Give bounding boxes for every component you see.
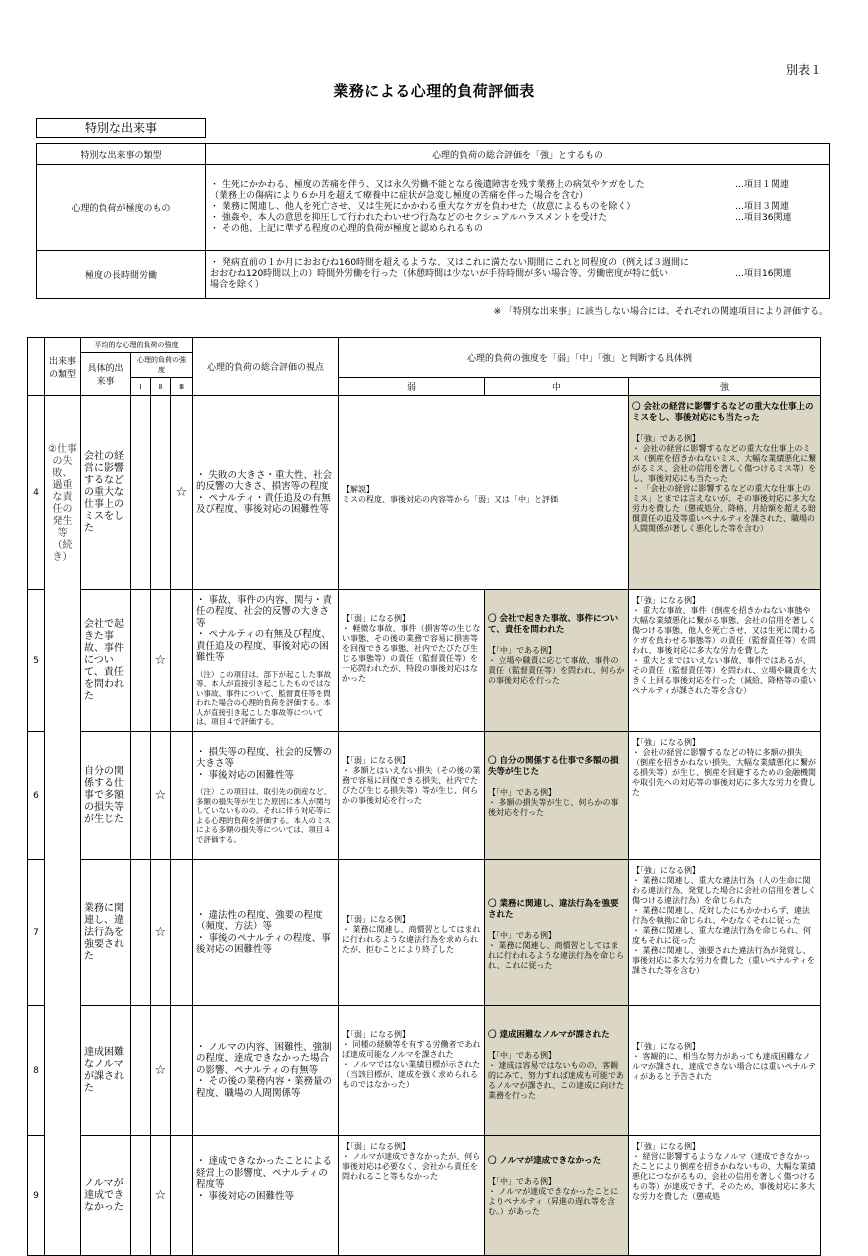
level-3-cell: [171, 1136, 193, 1256]
medium-cell: [485, 860, 629, 1006]
bullet-ref: [735, 258, 825, 269]
strength-star: ☆: [151, 1136, 171, 1256]
viewpoint-cell: [193, 1136, 339, 1256]
weak-examples: 【「弱」になる例】 ・ ノルマが達成できなかったが、何ら事後対応は必要なく、会社から責任を問われること等もなかった: [342, 1142, 481, 1181]
level-1-cell: [131, 396, 151, 590]
viewpoint-text: ・ ノルマの内容、困難性、強制の程度、達成できなかった場合の影響、ペナルティの有無等 ・ その後の業務内容・業務量の程度、職場の人間関係等: [196, 1041, 333, 1099]
strong-examples: 【「強」になる例】 ・ 会社の経営に影響するなどの特に多額の損失（倒産を招きかねない損失、大幅な業績悪化に繋がる損失等）が生じ、倒産を回避するための金融機関や取引先への対応等の事後対応に多大な労力を費した: [632, 738, 816, 797]
strong-cell: [629, 1136, 821, 1256]
special-type-longhours: 極度の長時間労働: [37, 251, 206, 299]
special-type-extreme: 心理的負荷が極度のもの: [37, 165, 206, 251]
header-strength: 心理的負荷の強度: [131, 353, 193, 378]
header-strong: 強: [629, 378, 821, 396]
strength-star: ☆: [151, 590, 171, 732]
header-average-strength: 平均的な心理的負荷の強度: [81, 338, 193, 353]
viewpoint-text: ・ 達成できなかったことによる経営上の影響度、ペナルティの程度等 ・ 事後対応の困難性等: [196, 1156, 333, 1202]
weak-examples: 【「弱」になる例】 ・ 軽微な事故、事件（損害等の生じない事態、その後の業務で容易に損害等を回復できる事態、社内でたびたび生じる事態等）の責任（監督責任等）を一応問われたが、特段の事後対応はなかった: [342, 614, 481, 683]
medium-heading: 〇 自分の関係する仕事で多額の損失等が生じた: [488, 756, 619, 777]
viewpoint-text: ・ 失敗の大きさ・重大性、社会的反響の大きさ、損害等の程度 ・ ペナルティ・責任追及の有無及び程度、事後対応の困難性等: [196, 469, 333, 515]
header-level-3: Ⅲ: [171, 378, 193, 396]
special-events-table: [36, 143, 830, 299]
medium-examples: 【「中」である例】 ・ 業務に関連し、商慣習としてはまれに行われるような違法行為を命じられ、これに従った: [488, 930, 624, 970]
col-special-type: 特別な出来事の類型: [37, 144, 206, 165]
bullet-text: ・ 発病直前の１か月におおむね160時間を超えるような、又はこれに満たない期間にこれと同程度の（例えば３週間に: [210, 258, 690, 268]
medium-cell: [485, 1136, 629, 1256]
bullet-ref: [735, 191, 825, 202]
row-number: 6: [28, 732, 45, 860]
medium-cell: [485, 590, 629, 732]
bullet-text: 場合を除く）: [210, 280, 265, 290]
special-longhours-bullets: [206, 251, 830, 299]
specific-event: 業務に関連し、違法行為を強要された: [81, 860, 131, 1006]
weak-examples: 【「弱」になる例】 ・ 多額とはいえない損失（その後の業務で容易に回復できる損失、社内でたびたび生じる損失等）等が生じ、何らかの事後対応を行った: [342, 756, 481, 805]
level-1-cell: [131, 590, 151, 732]
strength-star: ☆: [151, 732, 171, 860]
weak-cell: [339, 1006, 485, 1136]
strong-heading: 〇 会社の経営に影響するなどの重大な仕事上のミスをし、事後対応にも当たった: [632, 402, 814, 423]
strong-examples: 【「強」になる例】 ・ 業務に関連し、重大な違法行為（人の生命に関わる違法行為、発覚した場合に会社の信用を著しく傷つける違法行為）を命じられた ・ 業務に関連し、反対したにもかかわらず、違法行為を執拗に命じられ、やむなくそれに従った ・ 業務に関連し、重大な違法行為を命じられ、何度もそれに従った ・ 業務に関連し、強要された違法行為が発覚し、事後対応に多大な労力を費した（重いペナルティを課された等を含む）: [632, 866, 816, 975]
weak-examples: 【「弱」になる例】 ・ 同種の経験等を有する労働者であれば達成可能なノルマを課された ・ ノルマではない業績目標が示された（当該目標が、達成を強く求められるものではなかった）: [342, 1030, 481, 1089]
medium-examples: 【「中」である例】 ・ 達成は容易ではないものの、客観的にみて、努力すれば達成も可能であるノルマが課され、この達成に向けた業務を行った: [488, 1051, 625, 1100]
header-medium: 中: [485, 378, 629, 396]
level-1-cell: [131, 732, 151, 860]
bullet-ref: [735, 224, 825, 235]
header-examples: 心理的負荷の強度を「弱」「中」「強」と判断する具体例: [339, 338, 821, 378]
special-extreme-bullets: [206, 165, 830, 251]
strong-cell: [629, 396, 821, 590]
viewpoint-note: （注）この項目は、取引先の倒産など、多額の損失等が生じた原因に本人が関与していないものの、それに伴う対応等による心理的負荷を評価する。本人のミスによる多額の損失等については、項目４で評価する。: [196, 787, 331, 844]
header-level-2: Ⅱ: [151, 378, 171, 396]
header-viewpoint: 心理的負荷の総合評価の視点: [193, 338, 339, 396]
bullet-ref: …項目16関連: [735, 269, 792, 279]
bullet-text: ・ 強姦や、本人の意思を抑圧して行われたわいせつ行為などのセクシュアルハラスメントを受けた: [210, 213, 608, 223]
strong-examples: 【「強」になる例】 ・ 重大な事故、事件（倒産を招きかねない事態や大幅な業績悪化に繋がる事態、会社の信用を著しく傷つける事態、他人を死亡させ、又は生死に関わるケガを負わせる事態等）の責任（監督責任等）を問われ、事後対応に多大な労力を費した ・ 重大とまではいえない事故、事件ではあるが、その責任（監督責任等）を問われ、立場や職責を大きく上回る事後対応を行った（減給、降格等の重いペナルティが課された等を含む）: [632, 596, 817, 695]
strong-cell: [629, 590, 821, 732]
weak-examples: 【「弱」になる例】 ・ 業務に関連し、商慣習としてはまれに行われるような違法行為を求められたが、拒むことにより終了した: [342, 914, 481, 954]
bullet-ref: …項目36関連: [735, 213, 792, 223]
special-events-title: 特別な出来事: [36, 118, 206, 138]
row-number: 8: [28, 1006, 45, 1136]
header-blank: [28, 338, 45, 396]
bullet-ref: …項目３関連: [735, 202, 790, 212]
level-3-cell: [171, 732, 193, 860]
row-number: 7: [28, 860, 45, 1006]
medium-examples: 【「中」である例】 ・ 立場や職責に応じて事故、事件の責任（監督責任等）を問われ、何らかの事後対応を行った: [488, 646, 625, 685]
weak-cell: [339, 1136, 485, 1256]
viewpoint-cell: [193, 1006, 339, 1136]
level-1-cell: [131, 1006, 151, 1136]
evaluation-note: ※ 「特別な出来事」に該当しない場合には、それぞれの関連項目により評価する。: [493, 307, 828, 317]
strong-examples: 【「強」になる例】 ・ 経営に影響するようなノルマ（達成できなかったことにより倒産を招きかねないもの、大幅な業績悪化につながるもの、会社の信用を著しく傷つけるもの等）が達成できず、そのため、事後対応に多大な労力を費した（懲戒処: [632, 1142, 816, 1201]
evaluation-table: [27, 337, 821, 1256]
level-1-cell: [131, 1136, 151, 1256]
header-event-type: 出来事の類型: [45, 338, 81, 396]
strength-star: ☆: [171, 396, 193, 590]
viewpoint-cell: [193, 732, 339, 860]
medium-cell: [485, 732, 629, 860]
weak-medium-cell: [339, 396, 629, 590]
strong-cell: [629, 1006, 821, 1136]
level-2-cell: [151, 396, 171, 590]
strong-cell: [629, 732, 821, 860]
viewpoint-text: ・ 損失等の程度、社会的反響の大きさ等 ・ 事後対応の困難性等: [196, 746, 333, 781]
specific-event: 自分の関係する仕事で多額の損失等が生じた: [81, 732, 131, 860]
level-1-cell: [131, 860, 151, 1006]
bullet-text: ・ 生死にかかわる、極度の苦痛を伴う、又は永久労働不能となる後遺障害を残す業務上の病気やケガをした: [210, 180, 645, 190]
medium-heading: 〇 業務に関連し、違法行為を強要された: [488, 898, 619, 920]
document-title: 業務による心理的負荷評価表: [333, 82, 535, 100]
bullet-text: ・ 業務に関連し、他人を死亡させ、又は生死にかかわる重大なケガを負わせた（故意によるものを除く）: [210, 202, 636, 212]
medium-heading: 〇 達成困難なノルマが課された: [488, 1030, 610, 1040]
medium-heading: 〇 ノルマが達成できなかった: [488, 1156, 602, 1166]
bullet-ref: …項目１関連: [735, 180, 790, 190]
medium-heading: 〇 会社で起きた事故、事件について、責任を問われた: [488, 614, 619, 635]
weak-cell: [339, 590, 485, 732]
header-specific-event: 具体的出来事: [81, 353, 131, 396]
specific-event: 達成困難なノルマが課された: [81, 1006, 131, 1136]
strength-star: ☆: [151, 860, 171, 1006]
row-number: 5: [28, 590, 45, 732]
level-3-cell: [171, 1006, 193, 1136]
row-number: 9: [28, 1136, 45, 1256]
medium-cell: [485, 1006, 629, 1136]
specific-event: 会社で起きた事故、事件について、責任を問われた: [81, 590, 131, 732]
viewpoint-note: （注）この項目は、部下が起こした事故等、本人が直接引き起こしたものではない事故、事件について、監督責任等を問われた場合の心理的負荷を評価する。本人が直接引き起こした事故等については、項目４で評価する。: [196, 669, 331, 726]
strength-star: ☆: [151, 1006, 171, 1136]
viewpoint-text: ・ 事故、事件の内容、関与・責任の程度、社会的反響の大きさ等 ・ ペナルティの有無及び程度、責任追及の程度、事後対応の困難性等: [196, 594, 333, 663]
viewpoint-cell: [193, 860, 339, 1006]
viewpoint-cell: [193, 396, 339, 590]
level-3-cell: [171, 860, 193, 1006]
medium-examples: 【「中」である例】 ・ 多額の損失等が生じ、何らかの事後対応を行った: [488, 788, 619, 817]
viewpoint-cell: [193, 590, 339, 732]
col-special-eval: 心理的負荷の総合評価を「強」とするもの: [206, 144, 830, 165]
medium-examples: 【「中」である例】 ・ ノルマが達成できなかったことによりペナルティ（昇進の遅れ等を含む。）があった: [488, 1177, 619, 1216]
specific-event: 会社の経営に影響するなどの重大な仕事上のミスをした: [81, 396, 131, 590]
bullet-text: おおむね120時間以上の）時間外労働を行った（休憩時間は少ないが手待時間が多い場合等、労働密度が特に低い: [210, 269, 669, 279]
commentary-text: 【解説】 ミスの程度、事後対応の内容等から「弱」又は「中」と評価: [342, 484, 558, 504]
header-weak: 弱: [339, 378, 485, 396]
event-type-label: ②仕事の失敗、過重な責任の発生等（続き）: [45, 396, 81, 1256]
row-number: 4: [28, 396, 45, 590]
strong-examples: 【「強」である例】 ・ 会社の経営に影響するなどの重大な仕事上のミス（倒産を招きかねないミス、大幅な業績悪化に繋がるミス、会社の信用を著しく傷つけるミス等）をし、事後対応にも当たった ・ 「会社の経営に影響するなどの重大な仕事上のミス」とまでは言えないが、その事後対応に多大な労力を費した（懲戒処分、降格、月給額を超える賠償責任の追及等重いペナルティを課された、職場の人間関係が著しく悪化した等を含む）: [632, 434, 817, 533]
bullet-text: ・ その他、上記に準ずる程度の心理的負荷が極度と認められるもの: [210, 224, 483, 234]
level-3-cell: [171, 590, 193, 732]
bullet-text: （業務上の傷病により６か月を超えて療養中に症状が急変し極度の苦痛を伴った場合を含む）: [210, 191, 589, 201]
strong-cell: [629, 860, 821, 1006]
strong-examples: 【「強」になる例】 ・ 客観的に、相当な努力があっても達成困難なノルマが課され、達成できない場合には重いペナルティがあると予告された: [632, 1042, 817, 1081]
specific-event: ノルマが達成できなかった: [81, 1136, 131, 1256]
weak-cell: [339, 732, 485, 860]
sheet-number: 別表１: [786, 63, 823, 77]
header-level-1: Ⅰ: [131, 378, 151, 396]
viewpoint-text: ・ 違法性の程度、強要の程度（頻度、方法）等 ・ 事後のペナルティの程度、事後対応の困難性等: [196, 909, 331, 955]
weak-cell: [339, 860, 485, 1006]
bullet-ref: [735, 280, 825, 291]
